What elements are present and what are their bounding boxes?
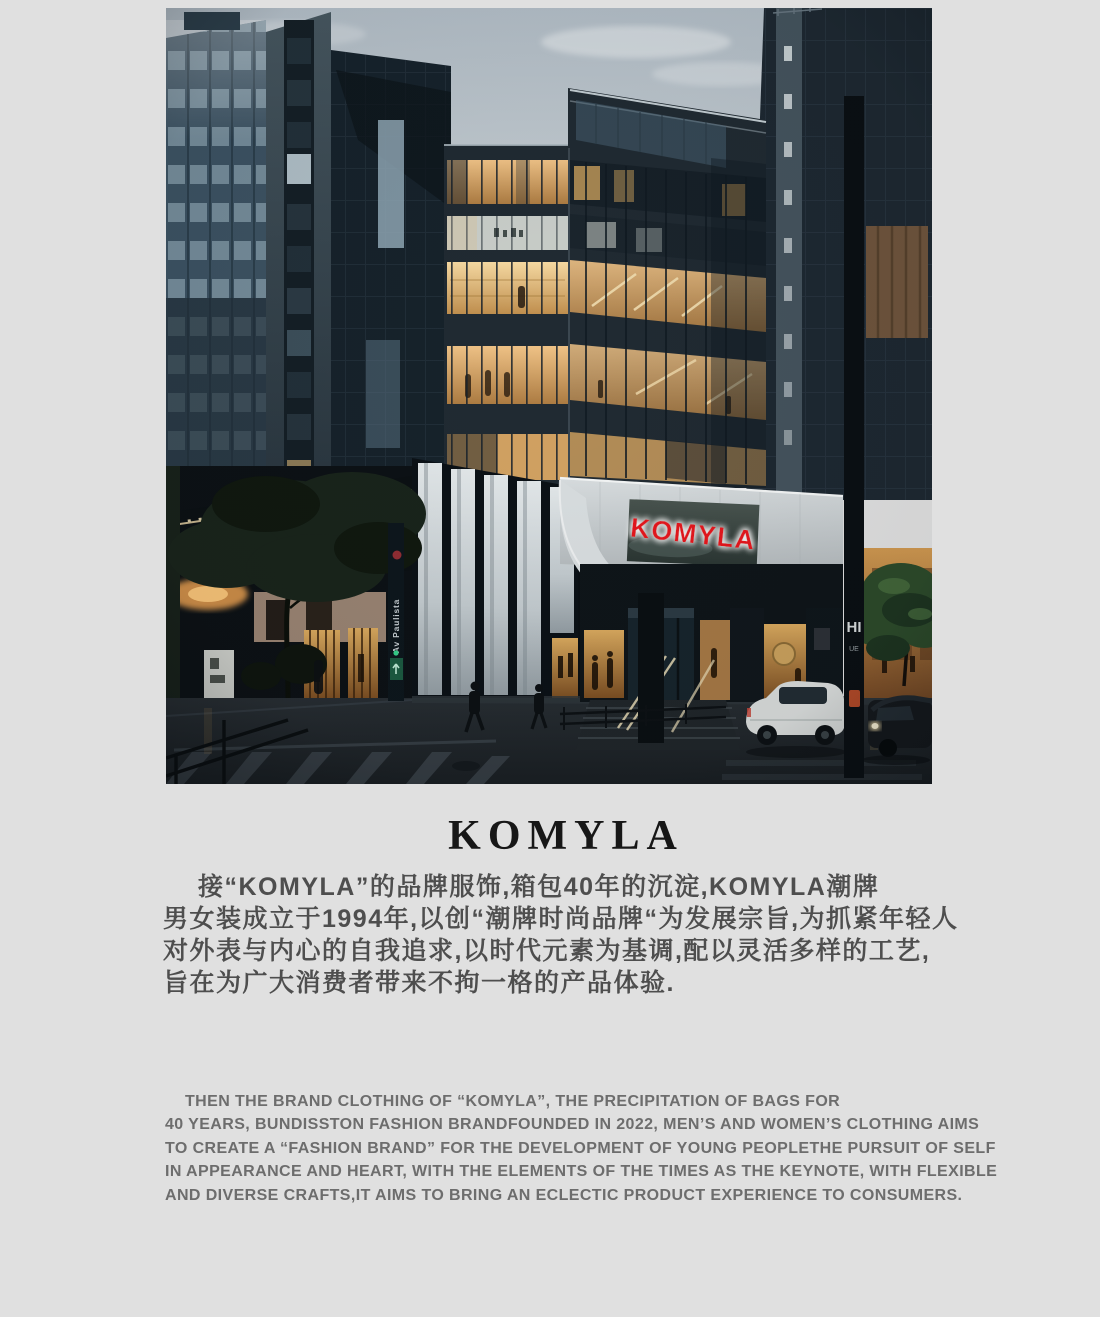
cn-line: 旨在为广大消费者带来不拘一格的产品体验.: [163, 969, 675, 997]
cn-line: 接“KOMYLA”的品牌服饰,箱包40年的沉淀,KOMYLA潮牌: [198, 873, 880, 901]
en-line: AND DIVERSE CRAFTS,IT AIMS TO BRING AN ECLECTIC PRODUCT EXPERIENCE TO CONSUMERS.: [165, 1186, 963, 1204]
cn-line: 男女装成立于1994年,以创“潮牌时尚品牌“为发展宗旨,为抓紧年轻人: [163, 905, 959, 933]
cn-line: 对外表与内心的自我追求,以时代元素为基调,配以灵活多样的工艺,: [163, 937, 931, 965]
en-line: IN APPEARANCE AND HEART, WITH THE ELEMENTS OF THE TIMES AS THE KEYNOTE, WITH FLEXIBLE: [165, 1163, 998, 1181]
vignette: [166, 8, 932, 784]
page-title: KOMYLA: [448, 813, 684, 859]
storefront-photo: [166, 8, 932, 784]
en-line: 40 YEARS, BUNDISSTON FASHION BRANDFOUNDED IN 2022, MEN’S AND WOMEN’S CLOTHING AIMS: [165, 1116, 980, 1134]
intro-paragraph-cn: [163, 871, 1063, 999]
intro-paragraph-en: [165, 1090, 1065, 1207]
storefront-photo-svg: [166, 8, 932, 784]
en-line: THEN THE BRAND CLOTHING OF “KOMYLA”, THE PRECIPITATION OF BAGS FOR: [185, 1093, 841, 1110]
en-line: TO CREATE A “FASHION BRAND” FOR THE DEVELOPMENT OF YOUNG PEOPLETHE PURSUIT OF SELF: [165, 1139, 996, 1157]
